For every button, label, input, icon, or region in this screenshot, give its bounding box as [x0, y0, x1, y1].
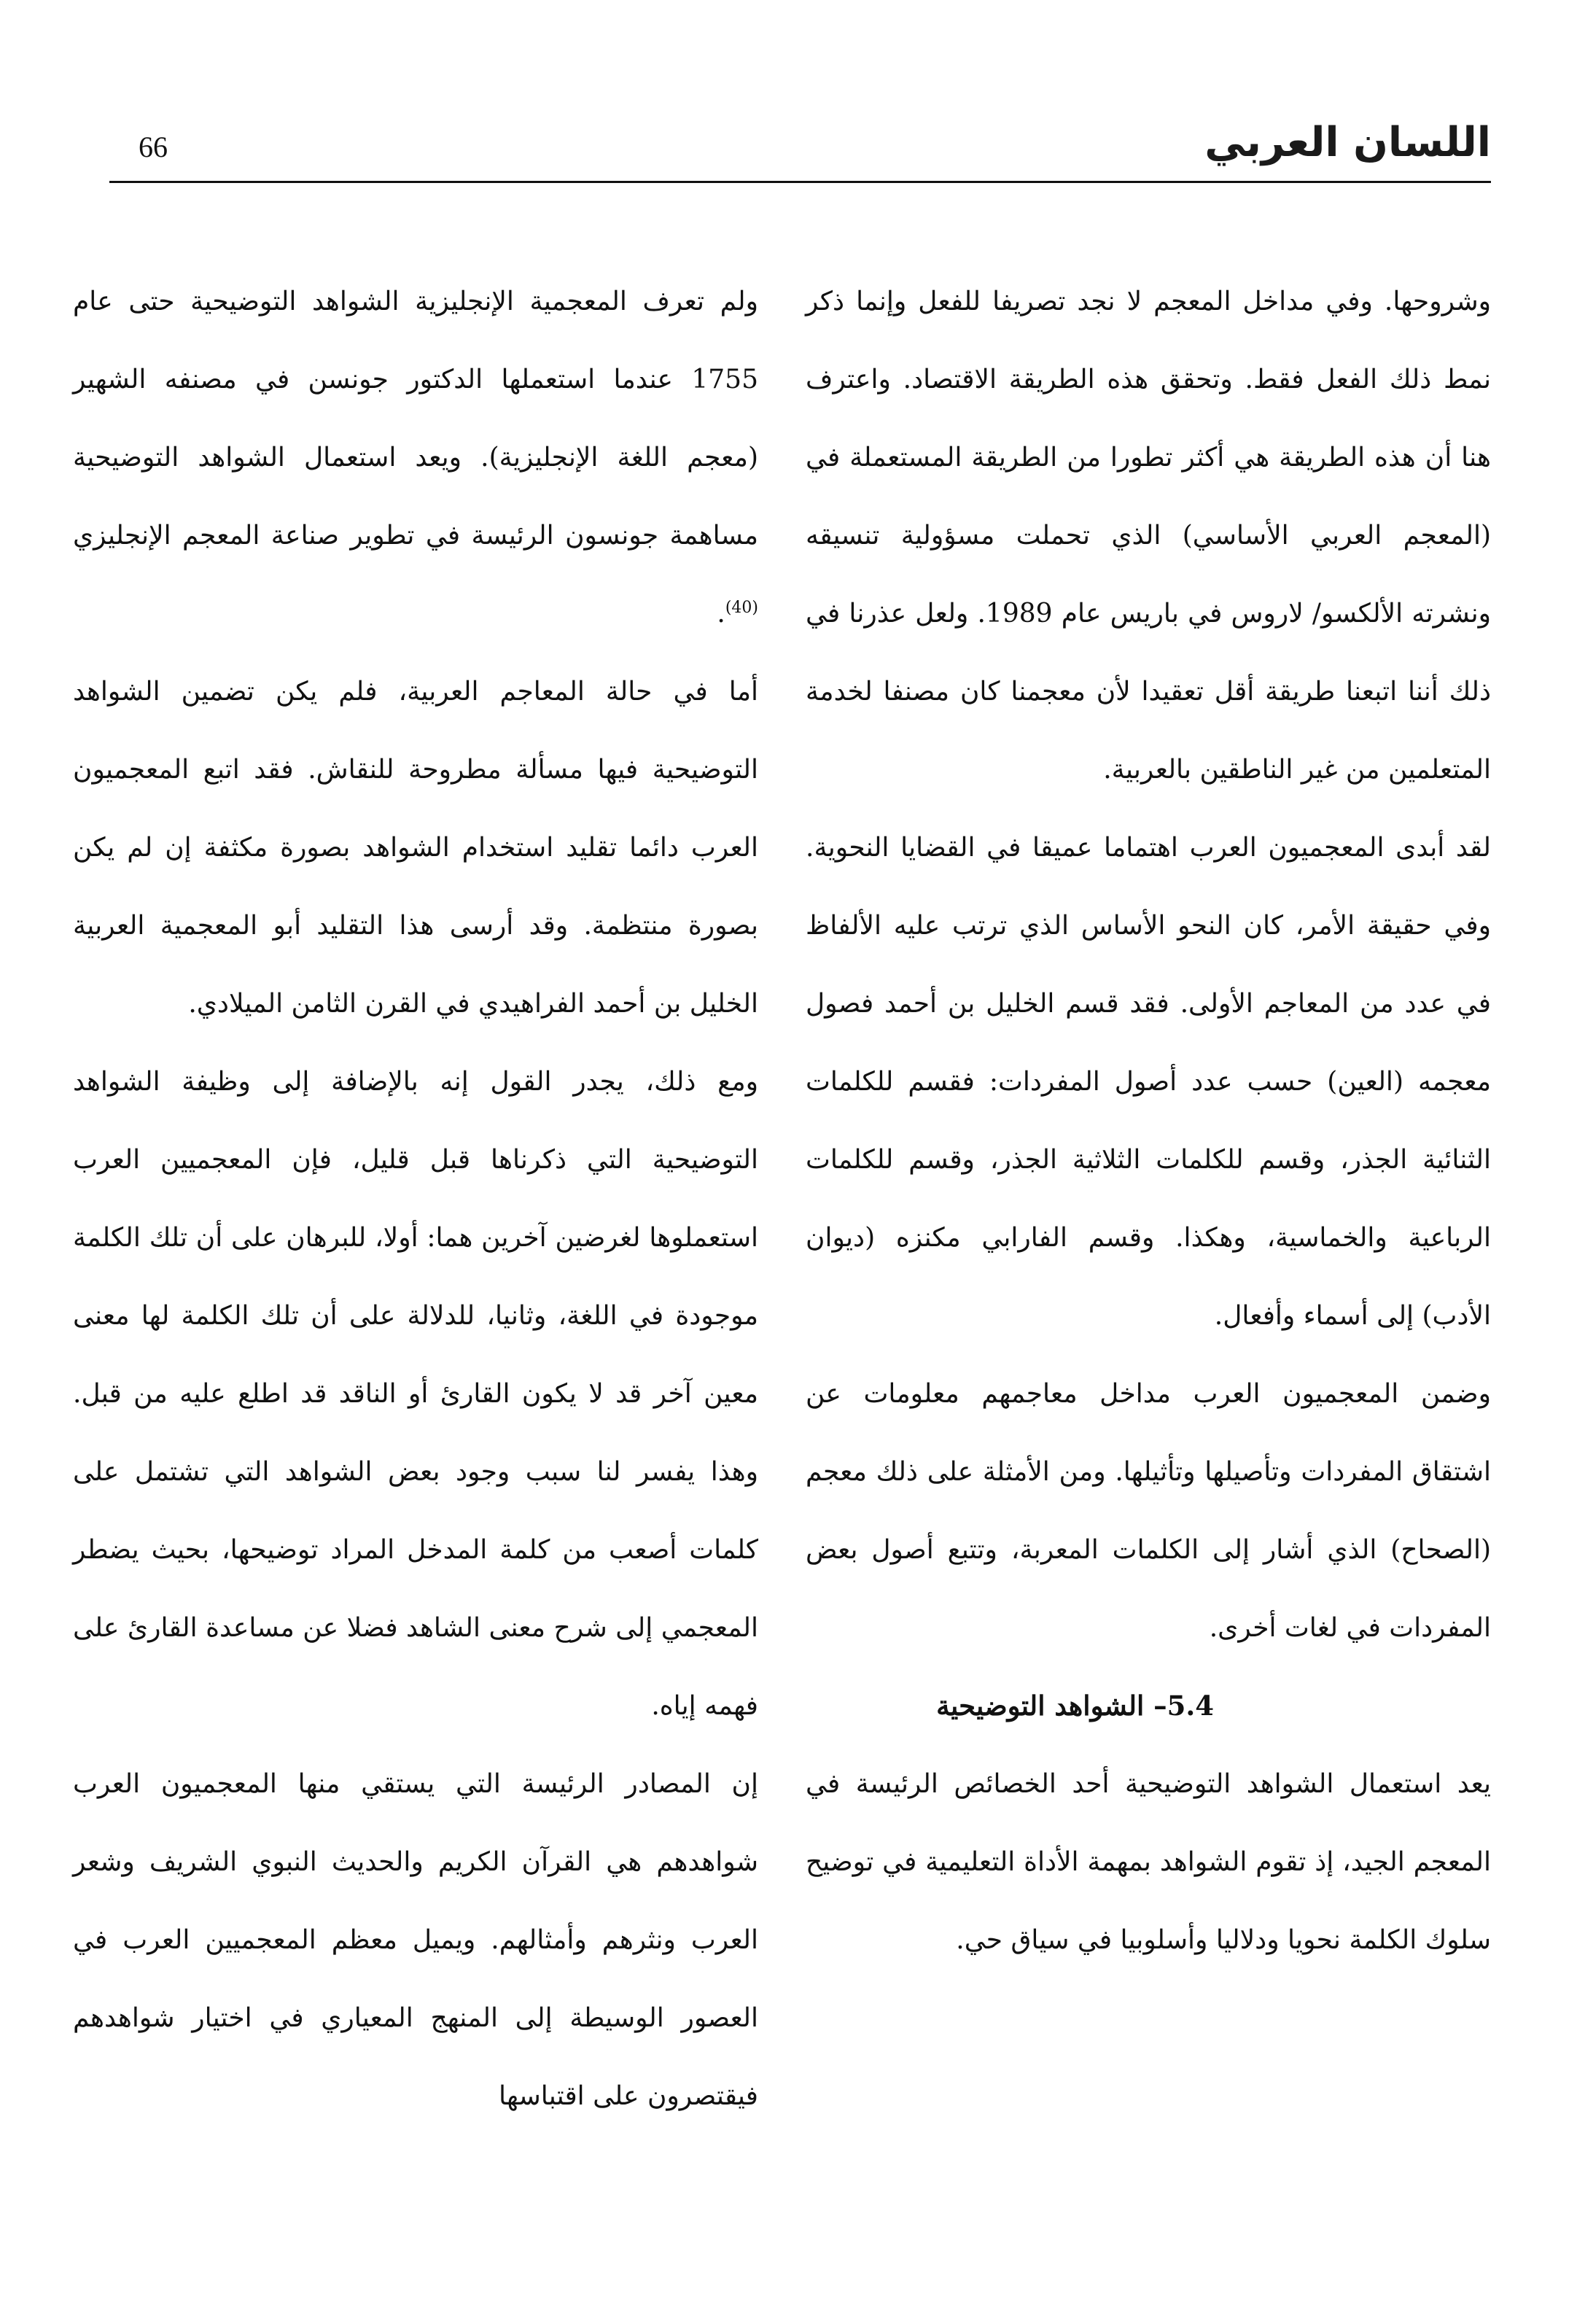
paragraph: ومع ذلك، يجدر القول إنه بالإضافة إلى وظيفة الشواهد التوضيحية التي ذكرناها قبل قليل، فإن المعجميين العرب استعملوها لغرضين آخرين هما: أولا، للبرهان على أن تلك الكلمة موجودة في اللغة، وثانيا، للدلالة على أن تلك الكلمة لها معنى معين آخر قد لا يكون القارئ أو الناقد قد اطلع عليه من قبل. وهذا يفسر لنا سبب وجود بعض الشواهد التي تشتمل على كلمات أصعب من كلمة المدخل المراد توضيحها، بحيث يضطر المعجمي إلى شرح معنى الشاهد فضلا عن مساعدة القارئ على فهمه إياه. — [73, 1067, 758, 1721]
section-heading: 5.4– الشواهد التوضيحية — [936, 1690, 1214, 1722]
paragraph: إن المصادر الرئيسة التي يستقي منها المعجميون العرب شواهدهم هي القرآن الكريم والحديث النبوي الشريف وشعر العرب ونثرهم وأمثالهم. ويميل معظم المعجميين العرب في العصور الوسيطة إلى المنهج المعياري في اختيار شواهدهم فيقتصرون على اقتباسها — [73, 1769, 758, 2111]
page-number: 66 — [139, 131, 168, 163]
paragraph: وضمن المعجميون العرب مداخل معاجمهم معلومات عن اشتقاق المفردات وتأصيلها وتأثيلها. ومن الأمثلة على ذلك معجم (الصحاح) الذي أشار إلى الكلمات المعربة، وتتبع أصول بعض المفردات في لغات أخرى. — [806, 1379, 1491, 1643]
header-divider — [109, 181, 1491, 183]
paragraph: لقد أبدى المعجميون العرب اهتماما عميقا في القضايا النحوية. وفي حقيقة الأمر، كان النحو الأساس الذي ترتب عليه الألفاظ في عدد من المعاجم الأولى. فقد قسم الخليل بن أحمد فصول معجمه (العين) حسب عدد أصول المفردات: فقسم للكلمات الثنائية الجذر، وقسم للكلمات الثلاثية الجذر، وقسم للكلمات الرباعية والخماسية، وهكذا. وقسم الفارابي مكنزه (ديوان الأدب) إلى أسماء وأفعال. — [806, 833, 1491, 1331]
page-header — [109, 117, 1491, 182]
paragraph: يعد استعمال الشواهد التوضيحية أحد الخصائص الرئيسة في المعجم الجيد، إذ تقوم الشواهد بمهمة الأداة التعليمية في توضيح سلوك الكلمة نحويا ودلاليا وأسلوبيا في سياق حي. — [806, 1769, 1491, 1955]
footnote-reference: (40) — [725, 599, 758, 617]
right-column — [806, 263, 1491, 1979]
paragraph: أما في حالة المعاجم العربية، فلم يكن تضمين الشواهد التوضيحية فيها مسألة مطروحة للنقاش. فقد اتبع المعجميون العرب دائما تقليد استخدام الشواهد بصورة مكثفة إن لم يكن بصورة منتظمة. وقد أرسى هذا التقليد أبو المعجمية العربية الخليل بن أحمد الفراهيدي في القرن الثامن الميلادي. — [73, 677, 758, 1019]
paragraph: وشروحها. وفي مداخل المعجم لا نجد تصريفا للفعل وإنما ذكر نمط ذلك الفعل فقط. وتحقق هذه الطريقة الاقتصاد. واعترف هنا أن هذه الطريقة هي أكثر تطورا من الطريقة المستعملة في (المعجم العربي الأساسي) الذي تحملت مسؤولية تنسيقه ونشرته الألكسو/ لاروس في باريس عام 1989. ولعل عذرنا في ذلك أننا اتبعنا طريقة أقل تعقيدا لأن معجمنا كان مصنفا لخدمة المتعلمين من غير الناطقين بالعربية. — [806, 287, 1491, 785]
paragraph-end: . — [717, 599, 725, 629]
paragraph-text: ولم تعرف المعجمية الإنجليزية الشواهد التوضيحية حتى عام 1755 عندما استعملها الدكتور جونسن في مصنفه الشهير (معجم اللغة الإنجليزية). ويعد استعمال الشواهد التوضيحية مساهمة جونسون الرئيسة في تطوير صناعة المعجم الإنجليزي — [73, 287, 758, 551]
journal-logo: اللسان العربي — [1204, 119, 1491, 166]
paragraph — [73, 263, 758, 653]
left-column — [73, 263, 758, 2135]
